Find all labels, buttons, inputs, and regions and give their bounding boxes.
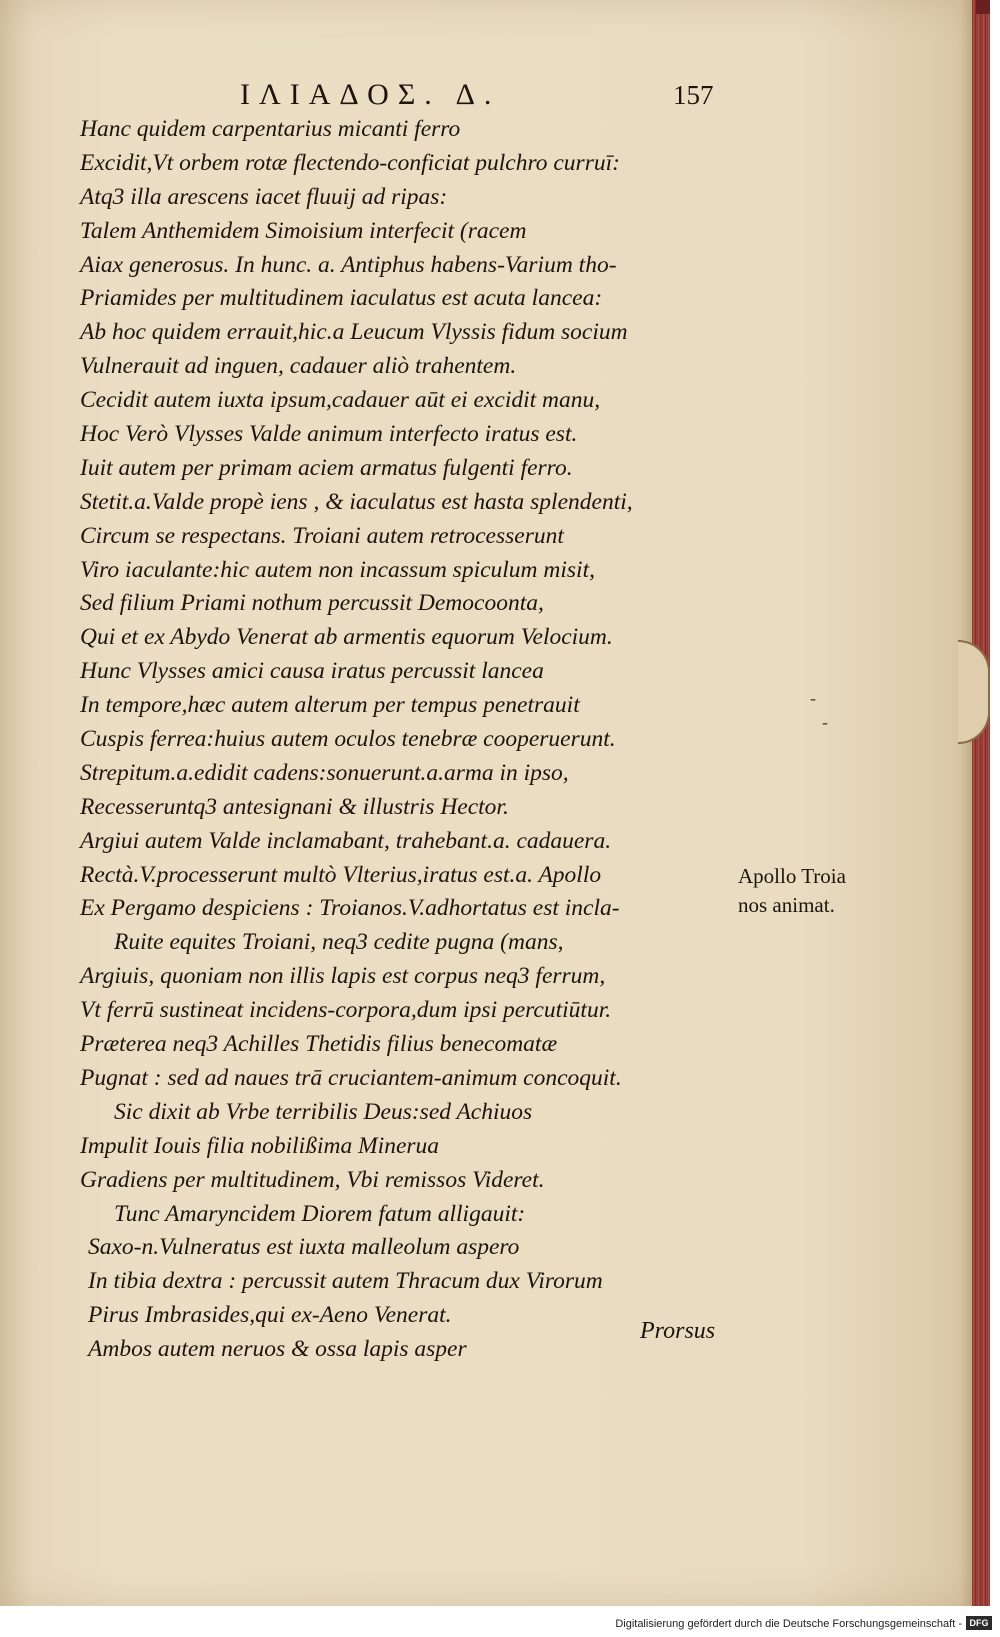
verse-line: Præterea neq3 Achilles Thetidis filius benecomatæ [80, 1031, 558, 1058]
verse-line: Circum se respectans. Troiani autem retrocesserunt [80, 522, 564, 549]
catchword: Prorsus [640, 1318, 716, 1344]
verse-line: Ruite equites Troiani, neq3 cedite pugna (mans, [114, 929, 564, 956]
verse-line: Atq3 illa arescens iacet fluuij ad ripas: [80, 183, 448, 210]
verse-line: Tunc Amaryncidem Diorem fatum alligauit: [114, 1200, 526, 1227]
verse-line: Cecidit autem iuxta ipsum,cadauer aūt ei excidit manu, [80, 387, 601, 414]
verse-line: Ex Pergamo despiciens : Troianos.V.adhortatus est incla- [80, 895, 620, 922]
verse-line: Pugnat : sed ad naues trā cruciantem-animum concoquit. [80, 1064, 622, 1091]
page-tab-marker [958, 640, 990, 744]
verse-line: Sic dixit ab Vrbe terribilis Deus:sed Achiuos [114, 1098, 533, 1125]
verse-line: Gradiens per multitudinem, Vbi remissos Videret. [80, 1166, 545, 1193]
stray-mark: - [822, 712, 828, 732]
verse-line: Qui et ex Abydo Venerat ab armentis equorum Velocium. [80, 624, 613, 651]
margin-note-line: nos animat. [738, 893, 835, 917]
verse-line: Stetit.a.Valde propè iens , & iaculatus est hasta splendenti, [80, 488, 633, 515]
dfg-logo: DFG [966, 1616, 992, 1630]
verse-line: Hanc quidem carpentarius micanti ferro [80, 116, 461, 142]
verse-line: Ambos autem neruos & ossa lapis asper [88, 1336, 467, 1363]
margin-note-line: Apollo Troia [738, 864, 846, 888]
stray-mark: - [810, 688, 816, 708]
verse-line: Impulit Iouis filia nobilißima Minerua [80, 1132, 440, 1159]
verse-line: Sed filium Priami nothum percussit Democoonta, [80, 590, 544, 617]
verse-line: Excidit,Vt orbem rotæ flectendo-conficiat pulchro curruī: [80, 149, 620, 176]
verse-line: Rectà.V.processerunt multò Vlterius,iratus est.a. Apollo [80, 861, 602, 888]
verse-line: Viro iaculante:hic autem non incassum spiculum misit, [80, 556, 595, 583]
verse-line: In tibia dextra : percussit autem Thracum dux Virorum [88, 1268, 603, 1295]
verse-line: Talem Anthemidem Simoisium interfecit (racem [80, 217, 527, 244]
verse-line: Hunc Vlysses amici causa iratus percussit lancea [80, 658, 544, 685]
verse-line: Recesseruntq3 antesignani & illustris Hector. [80, 793, 509, 820]
verse-line: Ab hoc quidem errauit,hic.a Leucum Vlyssis fidum socium [80, 319, 628, 346]
verse-line: Pirus Imbrasides,qui ex-Aeno Venerat. [88, 1302, 452, 1329]
book-edge-corner [976, 0, 990, 14]
verse-line: Hoc Verò Vlysses Valde animum interfecto iratus est. [80, 421, 578, 448]
verse-line: Aiax generosus. In hunc. a. Antiphus habens-Varium tho- [80, 251, 617, 278]
verse-line: Saxo-n.Vulneratus est iuxta malleolum aspero [88, 1234, 520, 1261]
verse-line: In tempore,hæc autem alterum per tempus penetrauit [80, 692, 580, 719]
verse-line: Vulnerauit ad inguen, cadauer aliò trahentem. [80, 353, 517, 380]
verse-line: Vt ferrū sustineat incidens-corpora,dum ipsi percutiūtur. [80, 997, 612, 1024]
verse-text-block [80, 113, 730, 1367]
margin-note [738, 862, 846, 920]
verse-line: Strepitum.a.edidit cadens:sonuerunt.a.arma in ipso, [80, 759, 569, 786]
verse-line: Iuit autem per primam aciem armatus fulgenti ferro. [80, 454, 573, 481]
footer-credit: Digitalisierung gefördert durch die Deutsche Forschungsgemeinschaft - [615, 1618, 962, 1630]
book-edge [972, 0, 990, 1606]
verse-line: Priamides per multitudinem iaculatus est acuta lancea: [80, 285, 603, 312]
page-number: 157 [673, 80, 714, 110]
verse-line: Argiui autem Valde inclamabant, trahebant.a. cadauera. [80, 827, 612, 854]
verse-line: Cuspis ferrea:huius autem oculos tenebræ cooperuerunt. [80, 726, 616, 753]
running-head: ΙΛΙΑΔΟΣ. Δ. [240, 78, 501, 111]
verse-line: Argiuis, quoniam non illis lapis est corpus neq3 ferrum, [80, 963, 606, 990]
